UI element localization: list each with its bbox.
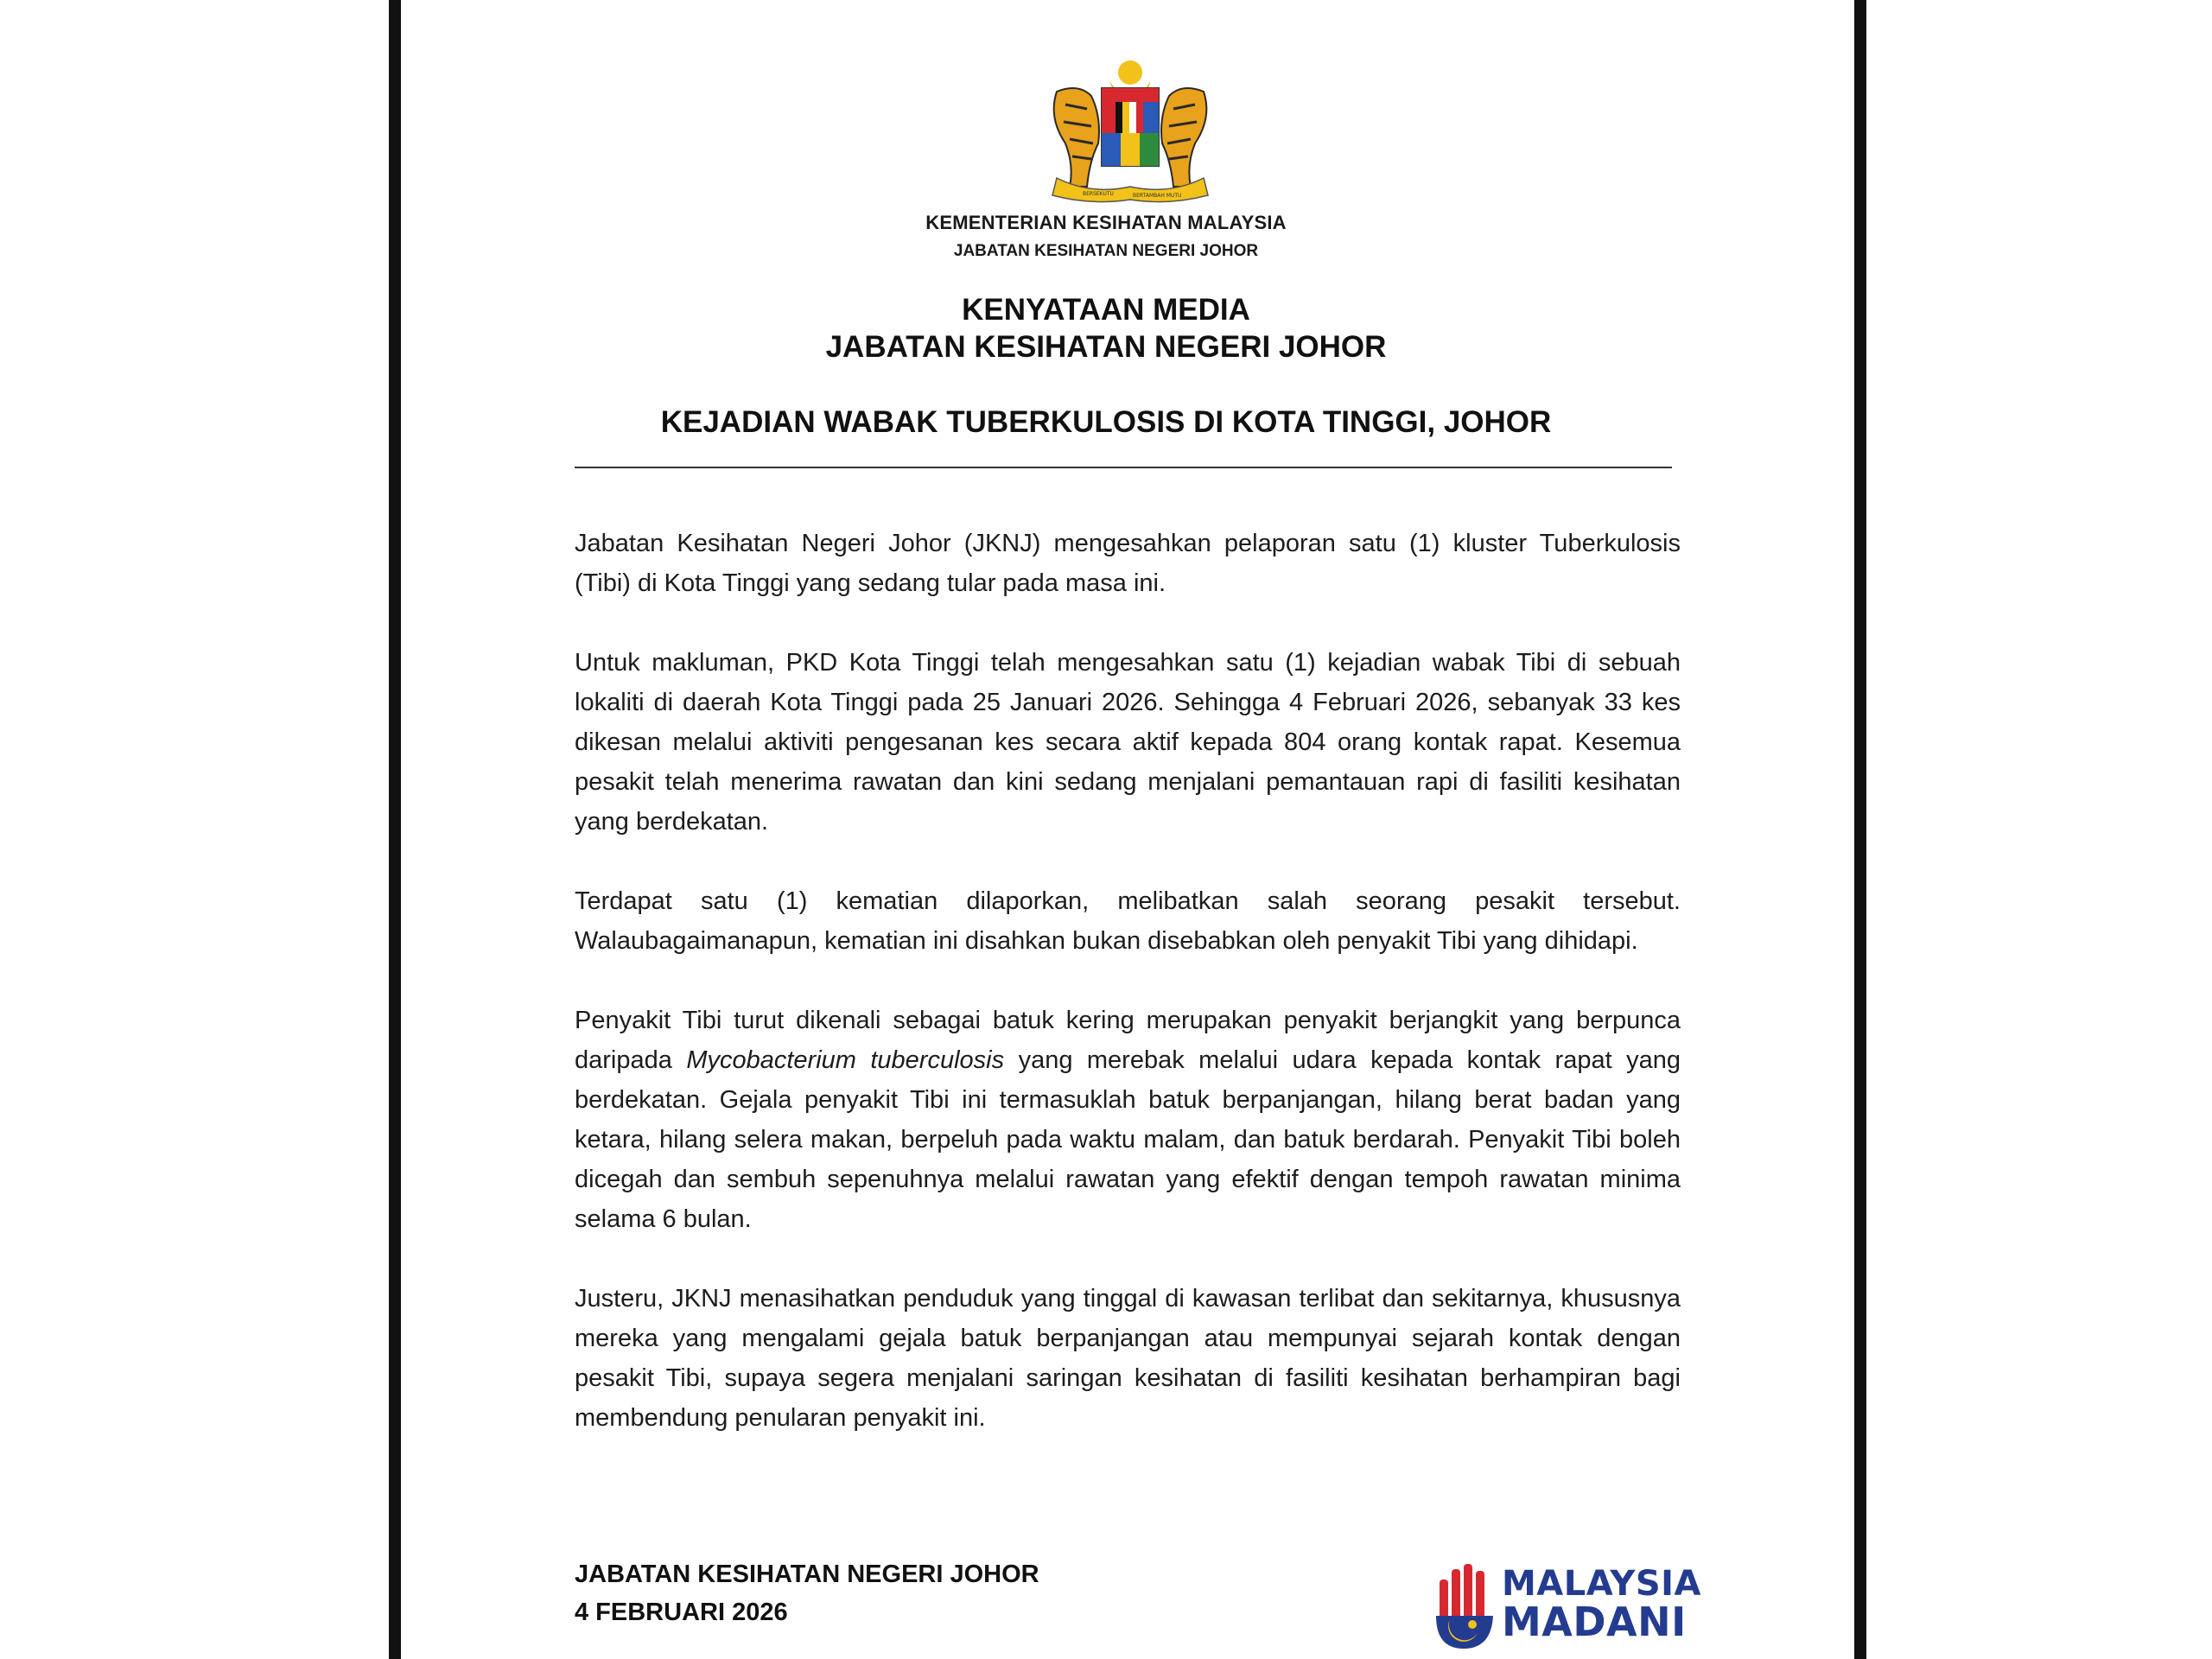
statement-body: [575, 524, 1681, 1478]
crest-shield-chief: [1102, 88, 1159, 102]
paragraph-1: Jabatan Kesihatan Negeri Johor (JKNJ) mengesahkan pelaporan satu (1) kluster Tuberkulosis (Tibi) di Kota Tinggi yang sedang tular pada masa ini.: [575, 530, 1681, 597]
madani-line2: MADANI: [1502, 1599, 1687, 1645]
crest-motto-left: BERSEKUTU: [1083, 191, 1114, 197]
department-name: JABATAN KESIHATAN NEGERI JOHOR: [953, 242, 1259, 260]
crest-tiger-right: [1161, 88, 1206, 187]
paragraph-5: Justeru, JKNJ menasihatkan penduduk yang tinggal di kawasan terlibat dan sekitarnya, khususnya mereka yang mengalami gejala batuk berpanjangan atau mempunyai sejarah kontak dengan pesakit Tibi, supaya segera menjalani saringan kesihatan di fasiliti kesihatan berhampiran bagi membendung penularan penyakit ini.: [575, 1285, 1681, 1432]
paragraph-4: [575, 1001, 1681, 1239]
paragraph-2: Untuk makluman, PKD Kota Tinggi telah mengesahkan satu (1) kejadian wabak Tibi di sebuah lokaliti di daerah Kota Tinggi pada 25 Januari 2026. Sehingga 4 Februari 2026, sebanyak 33 kes dikesan melalui aktiviti pengesanan kes secara aktif kepada 804 orang kontak rapat. Kesemua pesakit telah menerima rawatan dan kini sedang menjalani pemantauan rapi di fasiliti kesihatan yang berdekatan.: [575, 649, 1681, 836]
paragraph-3: Terdapat satu (1) kematian dilaporkan, melibatkan salah seorang pesakit tersebut. Walaubagaimanapun, kematian ini disahkan bukan disebabkan oleh penyakit Tibi yang dihidapi.: [575, 887, 1681, 955]
paragraph-4-start: Penyakit Tibi turut dikenali sebagai batuk kering merupakan penyakit berjangkit yang berpunca daripada: [575, 1007, 1681, 1074]
paragraph-4-end: yang merebak melalui udara kepada kontak rapat yang berdekatan. Gejala penyakit Tibi ini termasuklah batuk berpanjangan, hilang berat badan yang ketara, hilang selera makan, berpeluh pada waktu malam, dan batuk berdarah. Penyakit Tibi boleh dicegah dan sembuh sepenuhnya melalui rawatan yang efektif dengan tempoh rawatan minima selama 6 bulan.: [575, 1046, 1681, 1233]
statement-date: 4 FEBRUARI 2026: [575, 1599, 788, 1626]
ministry-name: KEMENTERIAN KESIHATAN MALAYSIA: [925, 212, 1287, 233]
title-divider: [575, 467, 1672, 468]
signature-block: [575, 1555, 1039, 1631]
crest-star: [1118, 60, 1142, 85]
paragraph-4-italic: Mycobacterium tuberculosis: [686, 1046, 1005, 1074]
crest-motto-right: BERTAMBAH MUTU: [1133, 193, 1182, 199]
statement-issuer: JABATAN KESIHATAN NEGERI JOHOR: [825, 330, 1387, 364]
statement-type: KENYATAAN MEDIA: [962, 293, 1250, 327]
coat-of-arms-icon: [1039, 57, 1221, 204]
madani-line1: MALAYSIA: [1502, 1564, 1701, 1604]
page-title: KEJADIAN WABAK TUBERKULOSIS DI KOTA TINGGI, JOHOR: [660, 405, 1552, 439]
madani-wordmark: [1502, 1564, 1701, 1645]
crest-tiger-left: [1054, 88, 1099, 187]
signatory: JABATAN KESIHATAN NEGERI JOHOR: [575, 1560, 1039, 1588]
